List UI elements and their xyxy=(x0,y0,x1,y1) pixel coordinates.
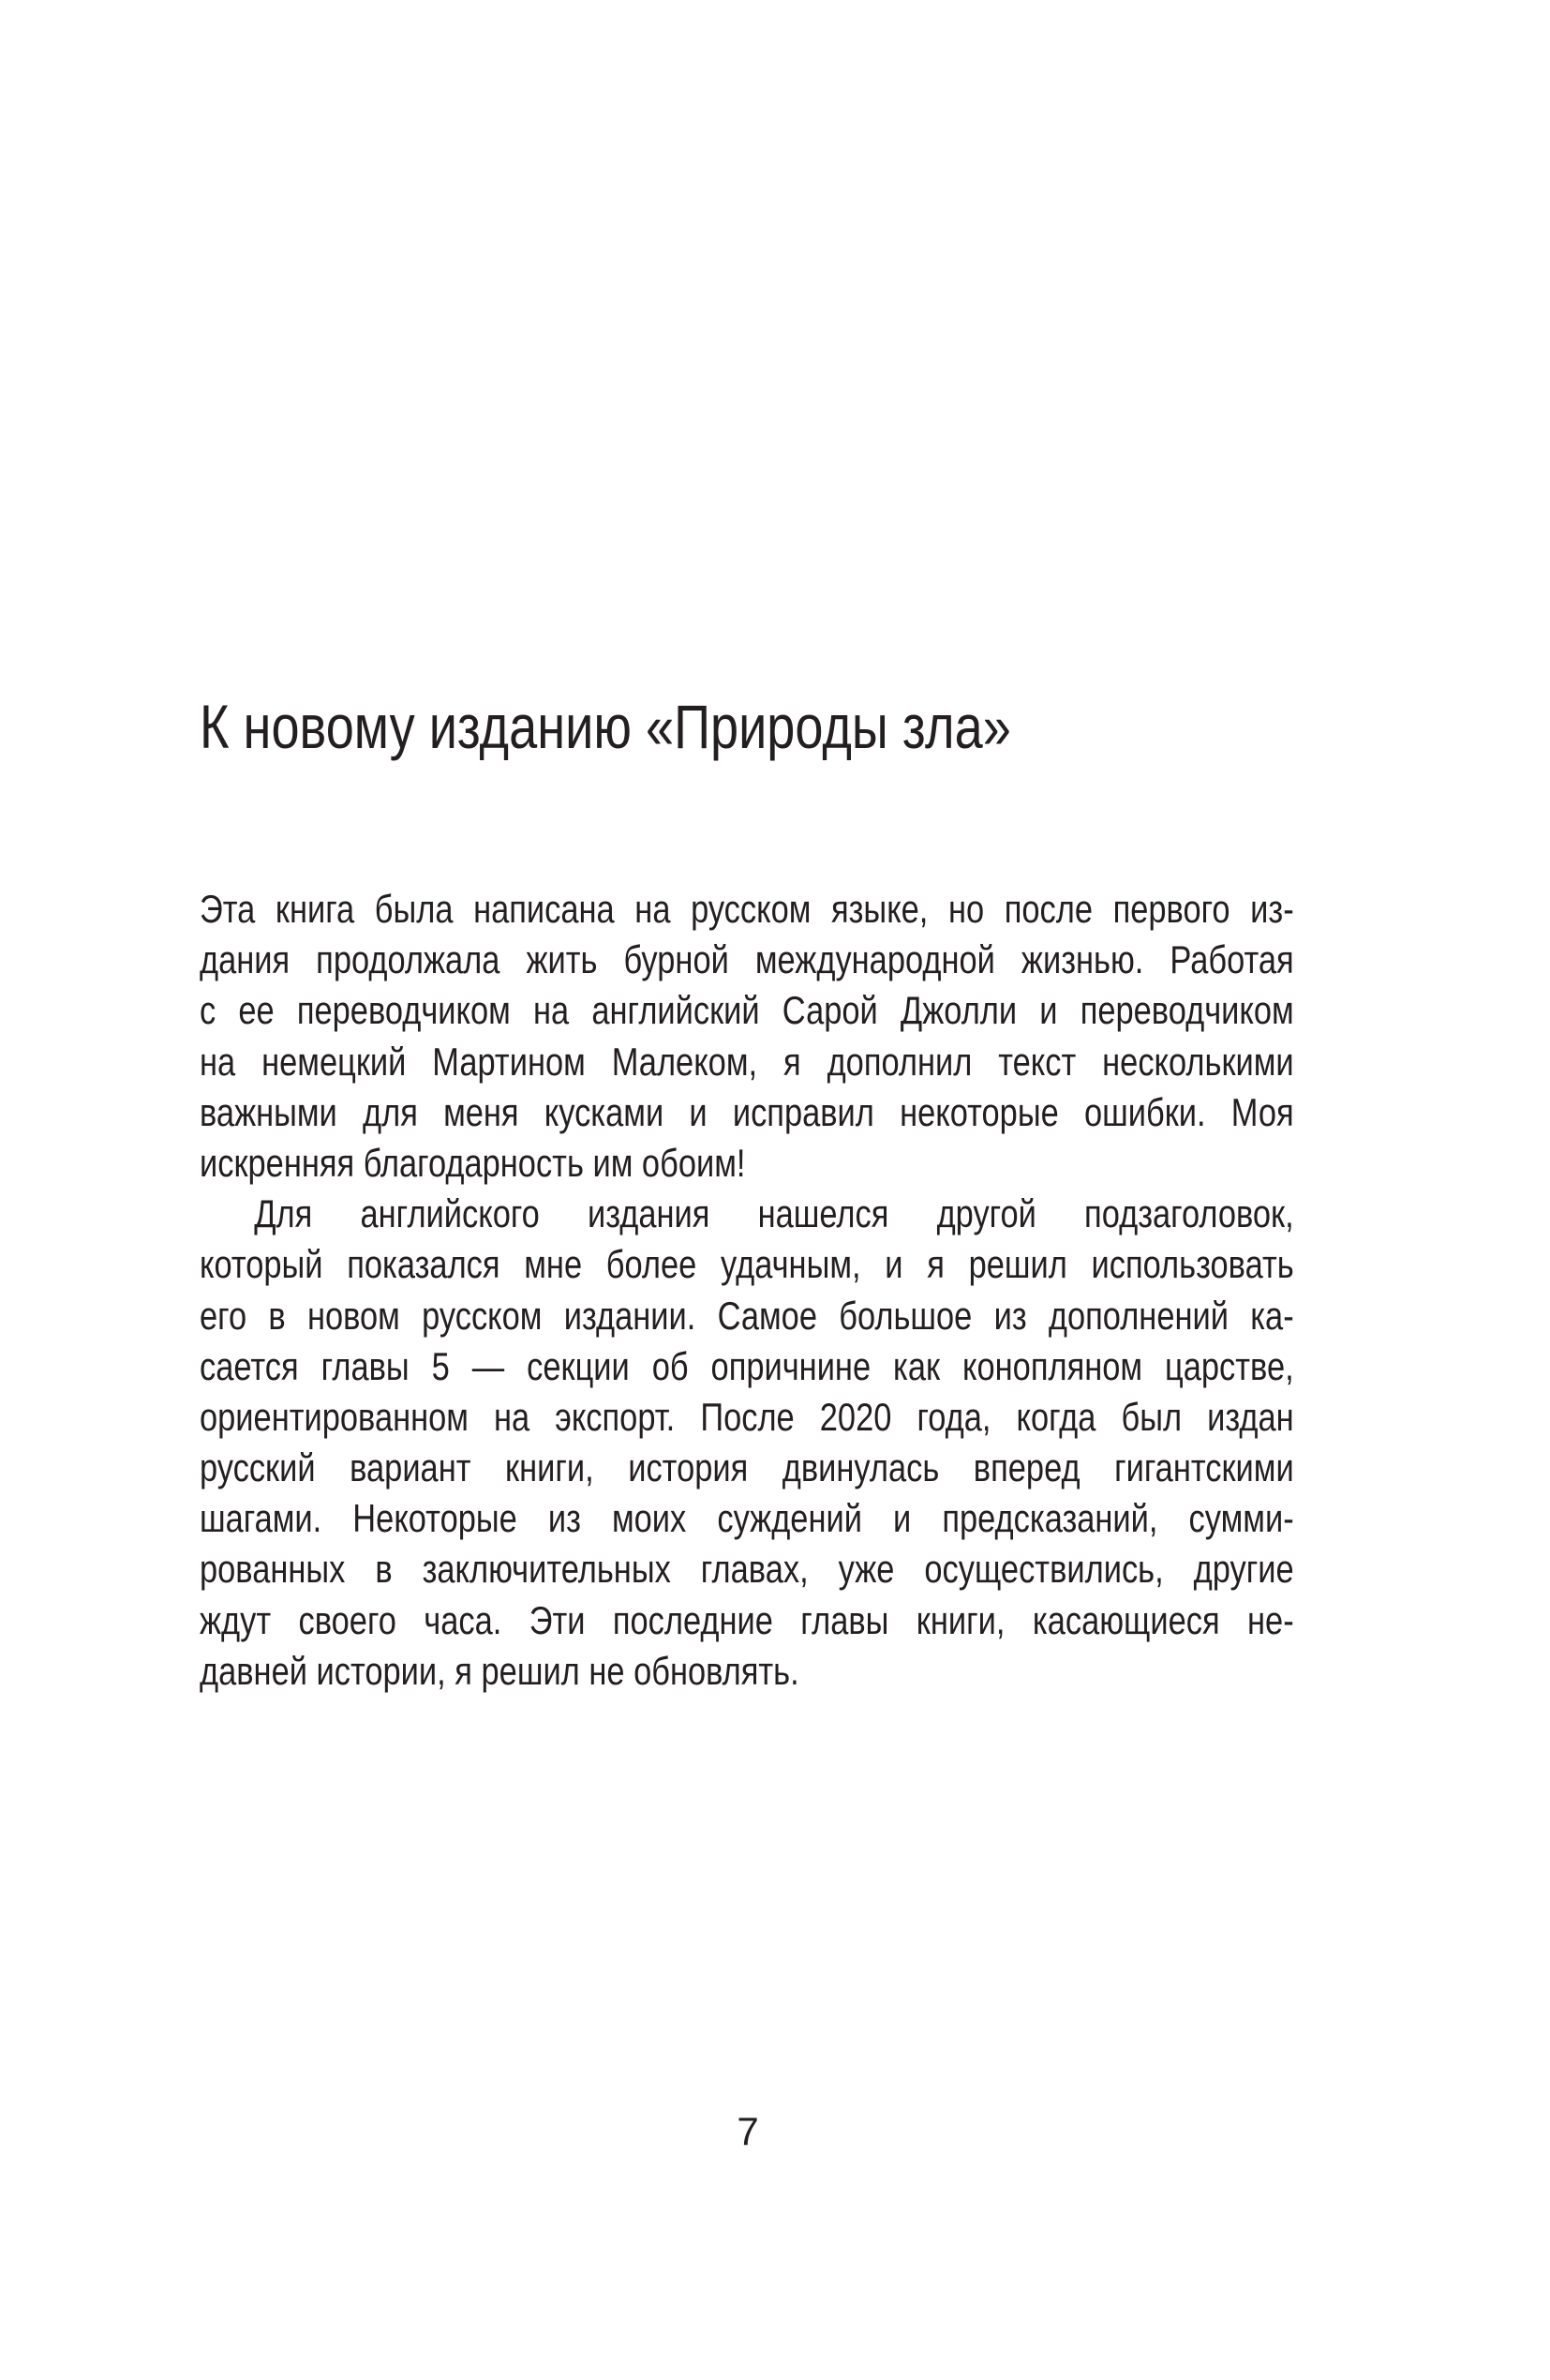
text-line: ориентированном на экспорт. После 2020 года, когда был издан xyxy=(200,1394,1294,1439)
text-line: ждут своего часа. Эти последние главы книги, касающиеся не- xyxy=(200,1597,1294,1642)
paragraph-1 xyxy=(200,884,1294,1189)
text-line: дания продолжала жить бурной международной жизнью. Работая xyxy=(200,937,1294,982)
text-line: с ее переводчиком на английский Сарой Джолли и переводчиком xyxy=(200,988,1294,1033)
text-line: его в новом русском издании. Самое большое из дополнений ка- xyxy=(200,1293,1294,1338)
text-line: искренняя благодарность им обоим! xyxy=(200,1140,746,1185)
text-line: русский вариант книги, история двинулась вперед гигантскими xyxy=(200,1445,1294,1490)
page-number xyxy=(0,2109,1550,2154)
chapter-title: К новому изданию «Природы зла» xyxy=(200,692,1011,761)
text-line: давней истории, я решил не обновлять. xyxy=(200,1648,799,1693)
text-line: Для английского издания нашелся другой подзаголовок, xyxy=(254,1191,1294,1236)
text-line: важными для меня кусками и исправил некоторые ошибки. Моя xyxy=(200,1089,1294,1134)
text-line: сается главы 5 — секции об опричнине как конопляном царстве, xyxy=(200,1343,1294,1388)
text-line: шагами. Некоторые из моих суждений и предсказаний, сумми- xyxy=(200,1496,1294,1541)
page-number-text: 7 xyxy=(737,2109,759,2153)
text-line: на немецкий Мартином Малеком, я дополнил текст несколькими xyxy=(200,1039,1294,1084)
text-line: Эта книга была написана на русском языке, но после первого из- xyxy=(200,887,1294,931)
text-line: который показался мне более удачным, и я решил использовать xyxy=(200,1242,1294,1287)
text-line: рованных в заключительных главах, уже осуществились, другие xyxy=(200,1547,1294,1592)
paragraph-2 xyxy=(200,1189,1294,1697)
body-text xyxy=(200,884,1294,1697)
